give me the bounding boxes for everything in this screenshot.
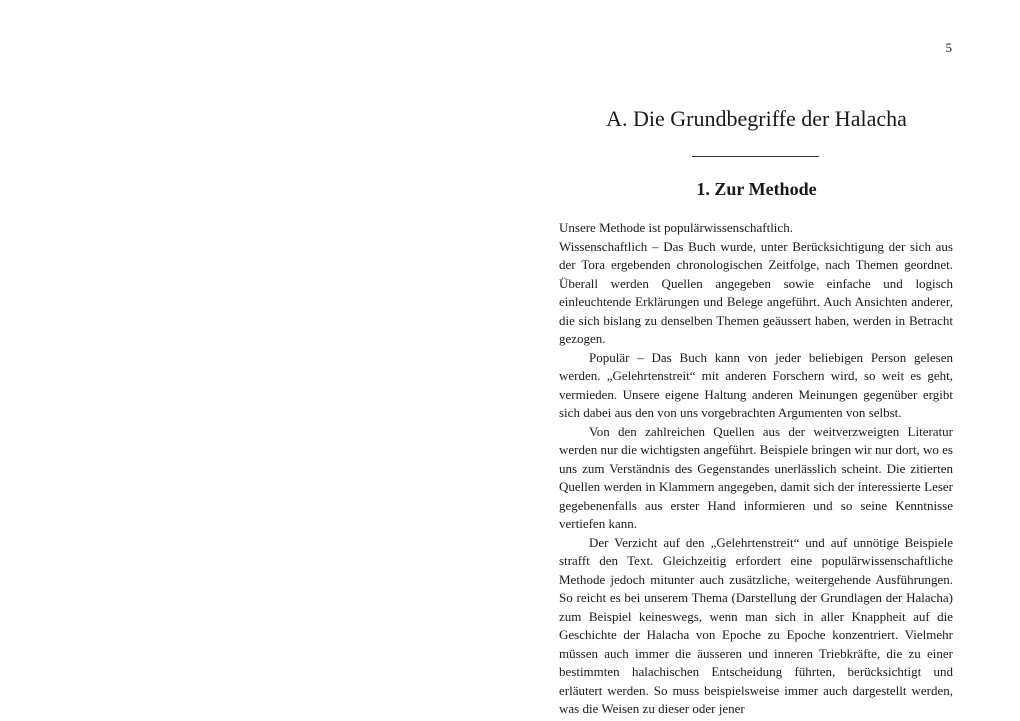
paragraph-scientific: Wissenschaftlich – Das Buch wurde, unter Berücksichtigung der sich aus der Tora ergebenden chronologischen Zeitfolge, nach Themen geordnet. Überall werden Quellen angegeben sowie einfache und logisch einleuchtende Erklärungen und Belege angeführt. Auch Ansichten anderer, die sich bislang zu denselben Themen geäussert haben, werden in Betracht gezogen. <box>559 238 953 346</box>
paragraph-waiver: Der Verzicht auf den „Gelehrtenstreit“ und auf unnötige Beispiele strafft den Text. Gleichzeitig erfordert eine populärwissenschaftliche Methode jedoch mitunter auch zusätzliche, weitergehende Ausführungen. So reicht es bei unserem Thema (Darstellung der Grundlagen der Halacha) zum Beispiel keineswegs, wenn man sich in aller Knappheit auf die Geschichte der Halacha von Epoche zu Epoche konzentriert. Vielmehr müssen auch immer die äusseren und inneren Triebkräfte, die zu einer bestimmten halachischen Entscheidung führten, berücksichtigt und erläutert werden. So muss beispielsweise immer auch dargestellt werden, was die Weisen zu dieser oder jener <box>559 534 953 716</box>
title-divider <box>692 156 819 157</box>
page-number: 5 <box>945 40 952 55</box>
body-text <box>559 219 953 719</box>
paragraph-sources: Von den zahlreichen Quellen aus der weitverzweigten Literatur werden nur die wichtigsten angeführt. Beispiele bringen wir nur dort, wo es uns zum Verständnis des Gegenstandes unerlässlich scheint. Die zitierten Quellen werden in Klammern angegeben, damit sich der interessierte Leser gegebenenfalls aus erster Hand informieren und so seine Kenntnisse vertiefen kann. <box>559 423 953 531</box>
paragraph-method-intro: Unsere Methode ist populärwissenschaftlich. <box>559 220 793 235</box>
paragraph-popular: Populär – Das Buch kann von jeder beliebigen Person gelesen werden. „Gelehrtenstreit“ mit anderen Forschern wird, so weit es geht, vermieden. Unsere eigene Haltung anderen Meinungen gegenüber ergibt sich dabei aus den von uns vorgebrachten Argumenten von selbst. <box>559 349 953 420</box>
chapter-title: A. Die Grundbegriffe der Halacha <box>606 106 907 131</box>
section-title: 1. Zur Methode <box>696 179 817 199</box>
